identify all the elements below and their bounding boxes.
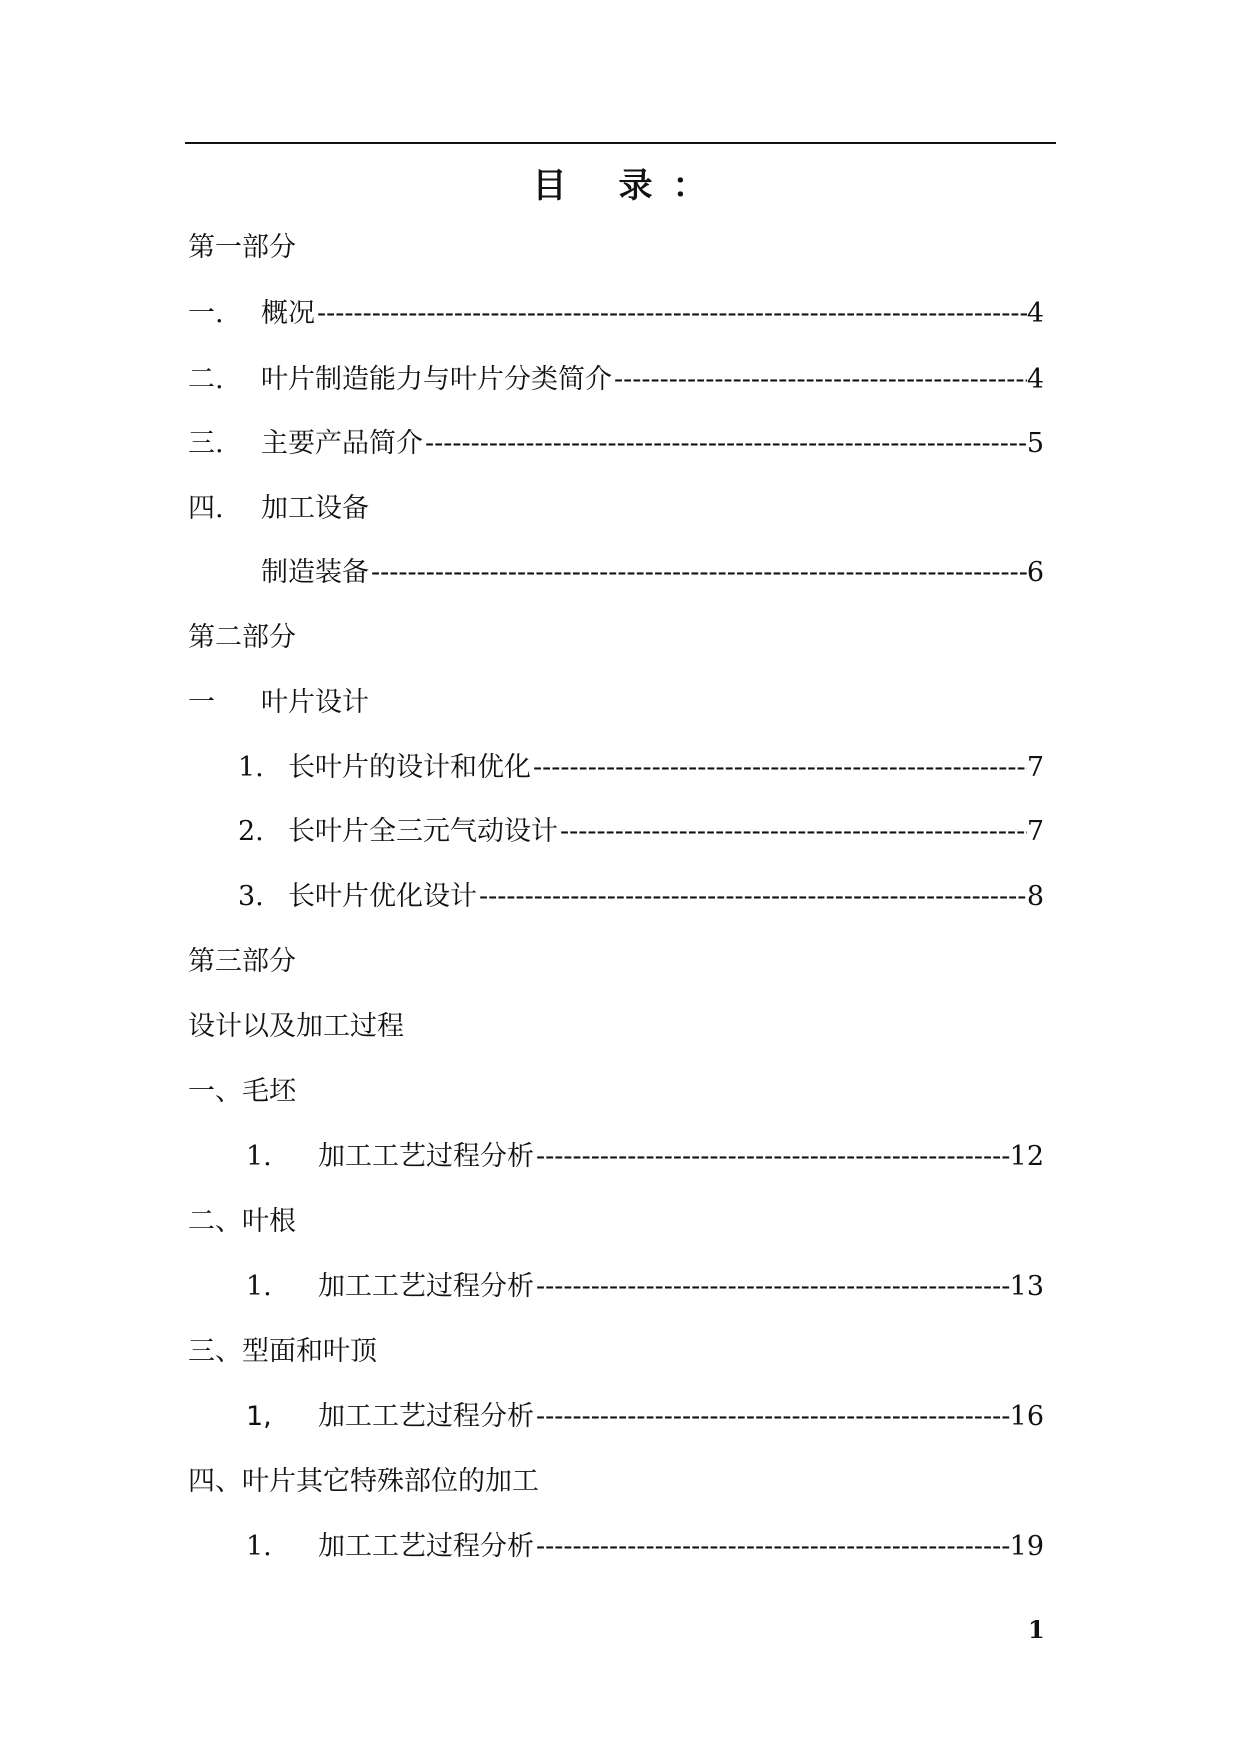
toc-entry-page: 8 (1026, 881, 1044, 912)
toc-entry-title: 概况 (261, 298, 315, 329)
toc-entry-number: 1. (246, 1141, 272, 1172)
toc-entry-page: 4 (1026, 298, 1044, 329)
toc-subheading (188, 1202, 296, 1242)
toc-leader (536, 1397, 1010, 1437)
toc-entry-title: 一、毛坯 (188, 1076, 296, 1107)
section-heading: 第一部分 (188, 232, 296, 263)
toc-leader (536, 1267, 1010, 1307)
toc-entry[interactable] (188, 360, 1044, 400)
toc-subheading (188, 1462, 539, 1502)
toc-leader (533, 748, 1027, 788)
toc-entry-number: 1. (246, 1531, 272, 1562)
toc-entry-title: 长叶片优化设计 (288, 881, 477, 912)
toc-entry-title: 叶片制造能力与叶片分类简介 (261, 364, 612, 395)
toc-entry[interactable] (261, 553, 1044, 593)
toc-entry-number: 三. (188, 428, 224, 459)
toc-entry-title: 叶片设计 (261, 687, 369, 718)
toc-entry[interactable] (246, 1137, 1044, 1177)
toc-subheading (188, 683, 369, 723)
toc-leader (371, 553, 1027, 593)
toc-entry-number: 二. (188, 364, 224, 395)
toc-entry-title: 制造装备 (261, 557, 369, 588)
toc-entry[interactable] (238, 748, 1044, 788)
toc-title-char-1: 目 (532, 166, 569, 206)
toc-leader (317, 294, 1027, 334)
toc-leader (425, 424, 1027, 464)
toc-entry-number: 四. (188, 493, 224, 524)
toc-entry[interactable] (238, 877, 1044, 917)
toc-entry[interactable] (246, 1397, 1044, 1437)
toc-entry[interactable] (188, 424, 1044, 464)
toc-entry[interactable] (246, 1267, 1044, 1307)
toc-entry-number: 1, (246, 1401, 272, 1432)
toc-entry-title: 四、叶片其它特殊部位的加工 (188, 1466, 539, 1497)
toc-title (0, 158, 1241, 214)
toc-subheading (188, 1072, 296, 1112)
toc-leader (560, 812, 1027, 852)
toc-entry-title: 加工工艺过程分析 (318, 1531, 534, 1562)
toc-entry-page: 19 (1009, 1531, 1044, 1562)
toc-entry-number: 一. (188, 298, 224, 329)
toc-leader (614, 360, 1027, 400)
toc-entry-title: 长叶片的设计和优化 (288, 752, 531, 783)
toc-entry-page: 13 (1009, 1271, 1044, 1302)
page-number: 1 (1028, 1615, 1045, 1644)
section-heading: 第三部分 (188, 946, 296, 977)
section-subtitle: 设计以及加工过程 (188, 1011, 404, 1042)
toc-entry-title: 主要产品简介 (261, 428, 423, 459)
toc-entry-page: 7 (1026, 752, 1044, 783)
toc-subheading (188, 1332, 377, 1372)
toc-entry-title: 加工工艺过程分析 (318, 1401, 534, 1432)
toc-entry-page: 12 (1009, 1141, 1044, 1172)
toc-entry-title: 加工设备 (261, 493, 369, 524)
toc-entry-title: 三、型面和叶顶 (188, 1336, 377, 1367)
toc-leader (479, 877, 1027, 917)
toc-entry-page: 5 (1026, 428, 1044, 459)
section-heading: 第二部分 (188, 622, 296, 653)
toc-title-char-2: 录 (618, 166, 655, 206)
toc-entry-number: 2. (238, 816, 264, 847)
toc-entry-number: 3. (238, 881, 264, 912)
toc-entry-page: 6 (1026, 557, 1044, 588)
toc-entry[interactable] (246, 1527, 1044, 1567)
toc-leader (536, 1137, 1010, 1177)
toc-entry[interactable] (188, 294, 1044, 334)
toc-entry-number: 一 (188, 687, 215, 718)
toc-entry-title: 二、叶根 (188, 1206, 296, 1237)
toc-entry-title: 加工工艺过程分析 (318, 1141, 534, 1172)
toc-subheading (188, 489, 369, 529)
toc-entry[interactable] (238, 812, 1044, 852)
top-rule (185, 142, 1056, 144)
toc-entry-page: 7 (1026, 816, 1044, 847)
toc-entry-number: 1. (238, 752, 264, 783)
toc-entry-number: 1. (246, 1271, 272, 1302)
toc-entry-page: 16 (1009, 1401, 1044, 1432)
toc-entry-title: 长叶片全三元气动设计 (288, 816, 558, 847)
toc-leader (536, 1527, 1010, 1567)
toc-entry-page: 4 (1026, 364, 1044, 395)
toc-entry-title: 加工工艺过程分析 (318, 1271, 534, 1302)
toc-title-colon: ： (672, 166, 709, 206)
